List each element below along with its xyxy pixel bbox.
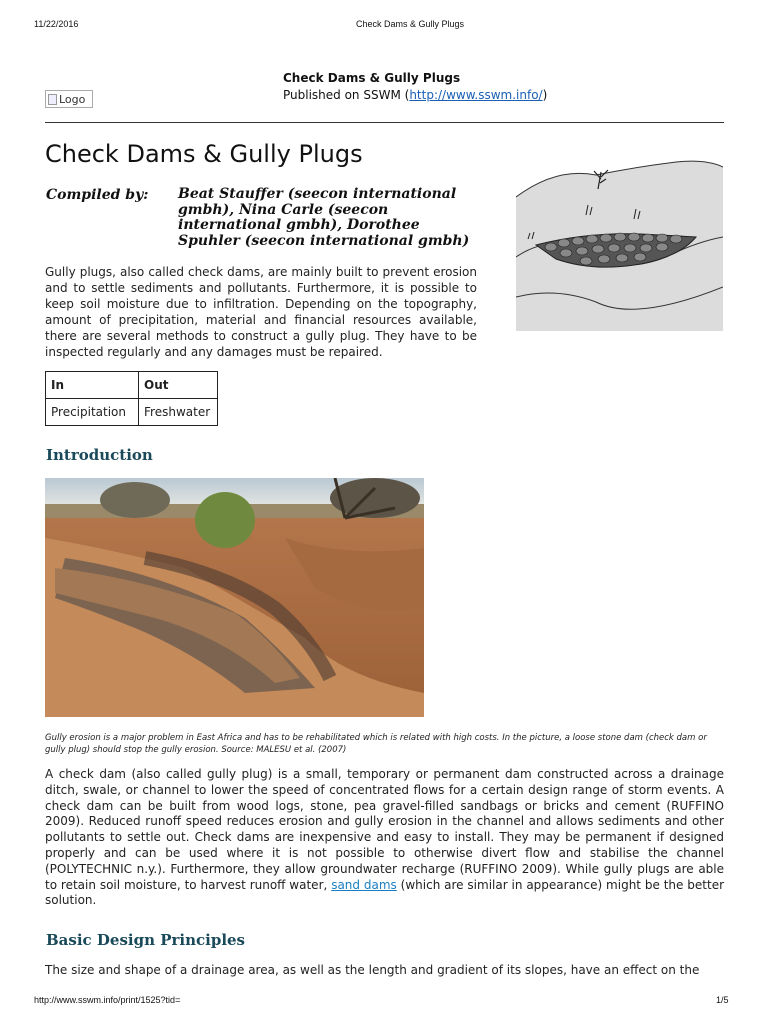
introduction-heading: Introduction — [46, 446, 153, 464]
photo-caption: Gully erosion is a major problem in East Africa and has to be rehabilitated which is related with high costs. In the picture, a loose stone dam (check dam or gully plug) should stop the gully erosion. Source: MALESU et al. (2007) — [45, 733, 707, 755]
broken-image-icon — [48, 94, 57, 105]
page-title: Check Dams & Gully Plugs — [45, 140, 363, 168]
sand-dams-link[interactable]: sand dams — [331, 877, 397, 892]
design-paragraph: The size and shape of a drainage area, as well as the length and gradient of its slopes, have an effect on the — [45, 963, 700, 977]
intro-paragraph: Gully plugs, also called check dams, are mainly built to prevent erosion and to settle sediments and pollutants. Furthermore, it is possible to keep soil moisture due to infiltration. Depending on the topography, amount of precipitation, material and financial resources available, there are several methods to construct a gully plug. They have to be inspected regularly and any damages must be repaired. — [45, 265, 477, 359]
published-suffix: ) — [542, 88, 548, 102]
compiled-by-label: Compiled by: — [46, 187, 149, 203]
print-title: Check Dams & Gully Plugs — [356, 19, 465, 29]
gully-erosion-photo — [45, 478, 424, 717]
table-header-in: In — [46, 372, 139, 399]
input-output-table — [45, 371, 218, 426]
logo-broken-image[interactable] — [45, 90, 93, 108]
table-cell-in: Precipitation — [46, 399, 139, 426]
main-paragraph — [45, 767, 724, 909]
compiled-by-authors: Beat Stauffer (seecon international gmbh), Nina Carle (seecon international gmbh), Dorothee Spuhler (seecon international gmbh) — [178, 186, 470, 249]
main-paragraph-text: A check dam (also called gully plug) is a small, temporary or permanent dam constructed across a drainage ditch, swale, or channel to lower the speed of concentrated flows for a certain design range of storm events. A check dam can be built from wood logs, stone, pea gravel-filled sandbags or bricks and cement (RUFFINO 2009). Reduced runoff speed reduces erosion and gully erosion in the channel and allows sediments and other pollutants to settle out. Check dams are inexpensive and easy to install. They may be permanent if designed properly and can be used where it is not possible to otherwise divert flow and stabilise the channel (POLYTECHNIC n.y.). Furthermore, they allow groundwater recharge (RUFFINO 2009). While gully plugs are able to retain soil moisture, to harvest runoff water, — [45, 767, 724, 892]
table-header-out: Out — [139, 372, 218, 399]
print-url: http://www.sswm.info/print/1525?tid= — [34, 995, 181, 1005]
table-cell-out: Freshwater — [139, 399, 218, 426]
basic-design-heading: Basic Design Principles — [46, 931, 245, 949]
sswm-link[interactable]: http://www.sswm.info/ — [409, 88, 543, 102]
check-dam-illustration — [516, 137, 723, 331]
logo-alt-text: Logo — [59, 92, 86, 106]
publication-title: Check Dams & Gully Plugs — [283, 71, 461, 85]
header-divider — [45, 122, 724, 123]
main-paragraph-tail: (which are similar in appearance) might be the better solution. — [45, 877, 725, 908]
published-prefix: Published on SSWM ( — [283, 88, 410, 102]
table-row — [46, 399, 218, 426]
print-date: 11/22/2016 — [34, 19, 79, 29]
page-number: 1/5 — [716, 995, 729, 1005]
published-on — [283, 88, 547, 102]
